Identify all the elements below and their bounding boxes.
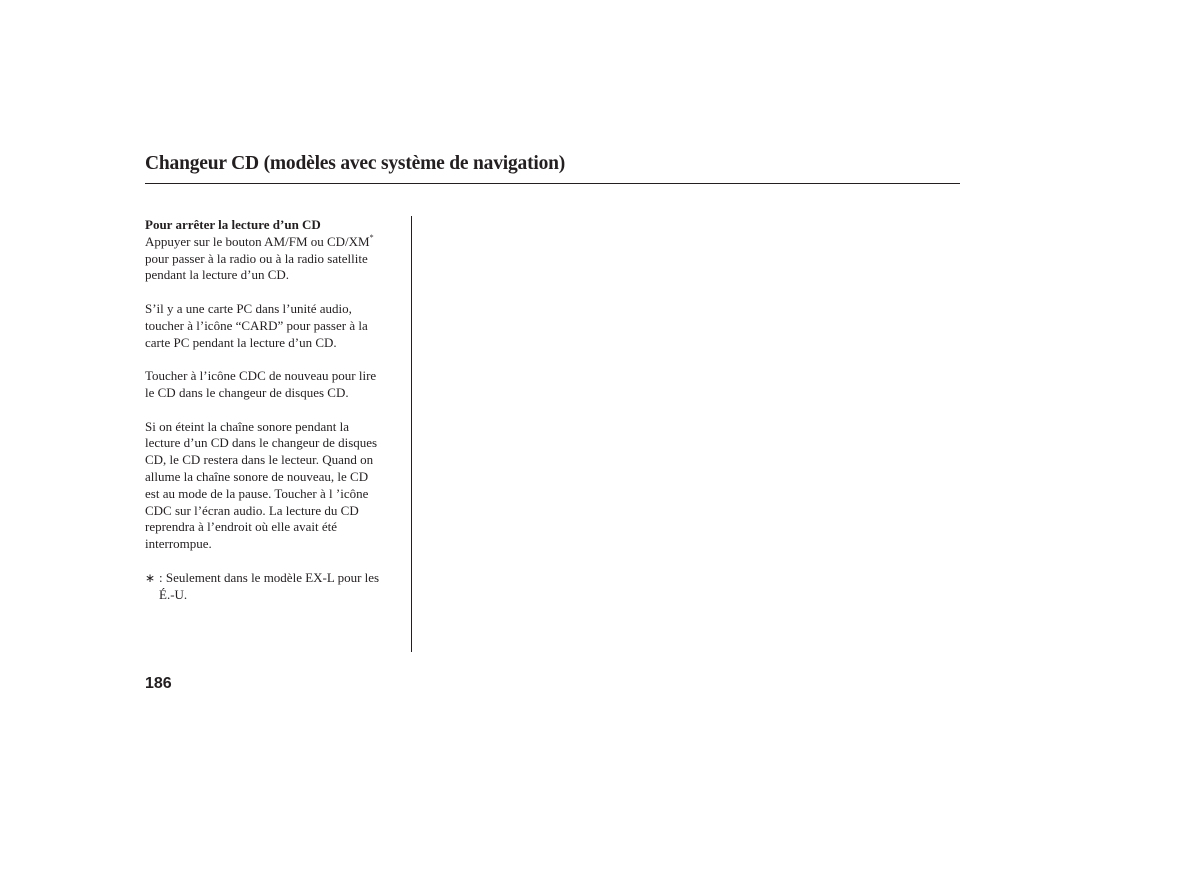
paragraph-stop-cd bbox=[145, 234, 407, 284]
page-number: 186 bbox=[145, 675, 172, 692]
paragraph-pc-card: S’il y a une carte PC dans l’unité audio, toucher à l’icône “CARD” pour passer à la carte PC pendant la lecture d’un CD. bbox=[145, 300, 368, 350]
paragraph-stop-cd-rest: pour passer à la radio ou à la radio satellite pendant la lecture d’un CD. bbox=[145, 250, 368, 283]
footnote-text: : Seulement dans le modèle EX-L pour les É.-U. bbox=[159, 569, 380, 602]
footnote-mark: ∗ bbox=[145, 570, 156, 585]
page-title: Changeur CD (modèles avec système de navigation) bbox=[145, 153, 566, 174]
paragraph-power-off: Si on éteint la chaîne sonore pendant la lecture d’un CD dans le changeur de disques CD, le CD restera dans le lecteur. Quand on allume la chaîne sonore de nouveau, le CD est au mode de la pause. Toucher à l ’icône CDC sur l’écran audio. La lecture du CD reprendra à l’endroit où elle avait été interrompue. bbox=[145, 418, 378, 552]
section-heading: Pour arrêter la lecture d’un CD bbox=[145, 217, 321, 232]
footnote bbox=[145, 570, 407, 604]
column-divider bbox=[411, 216, 412, 652]
text-column bbox=[145, 217, 407, 603]
title-rule bbox=[145, 183, 960, 184]
footnote-reference: * bbox=[369, 232, 374, 242]
paragraph-cdc-icon: Toucher à l’icône CDC de nouveau pour lire le CD dans le changeur de disques CD. bbox=[145, 368, 377, 400]
paragraph-stop-cd-text: Appuyer sur le bouton AM/FM ou CD/XM bbox=[145, 233, 370, 249]
